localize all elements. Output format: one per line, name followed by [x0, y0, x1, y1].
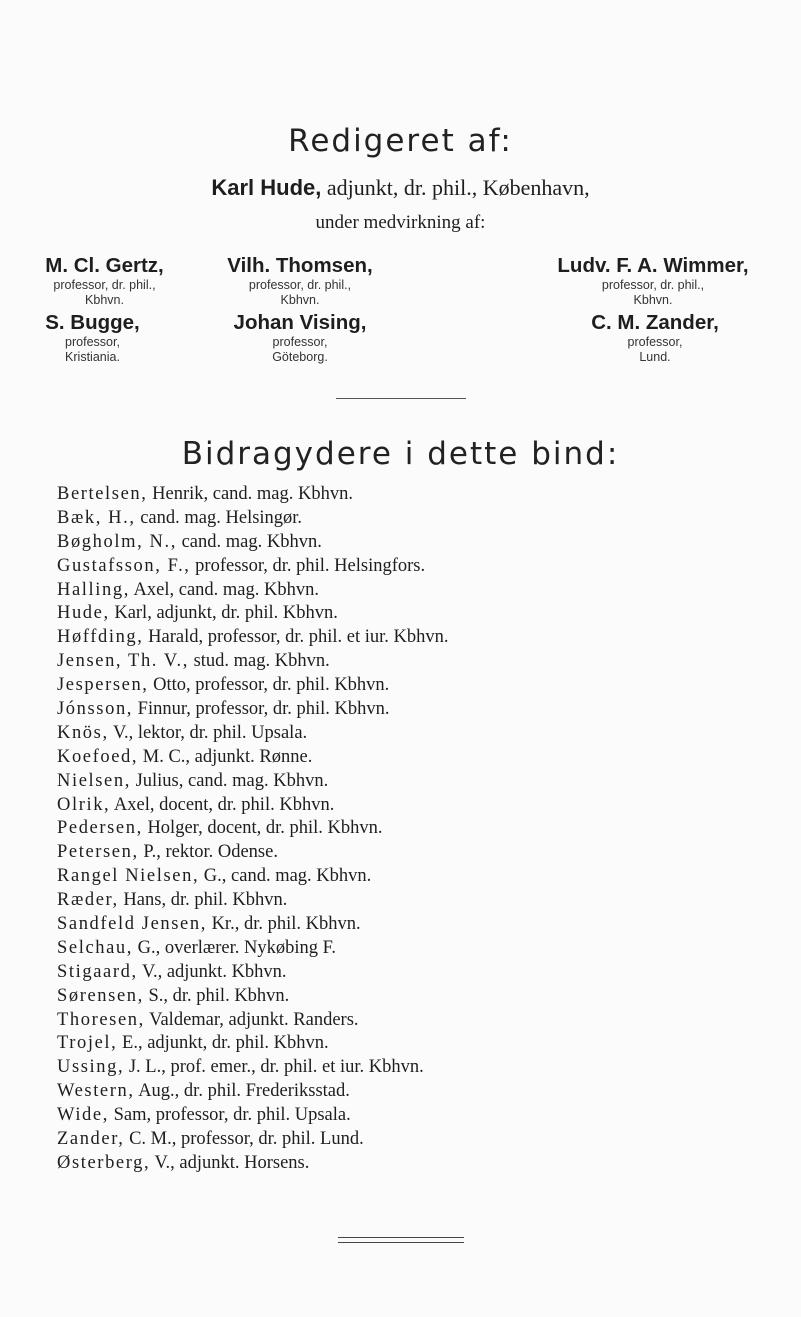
contributor-surname: Østerberg, — [57, 1152, 151, 1173]
collaboration-line: under medvirkning af: — [315, 212, 486, 233]
contributor-surname: Wide, — [57, 1105, 109, 1126]
contributor-details: Karl, adjunkt, dr. phil. Kbhvn. — [114, 603, 338, 624]
contributor-entry — [57, 507, 449, 531]
contributor-entry — [57, 865, 449, 889]
contributor-details: Kr., dr. phil. Kbhvn. — [211, 914, 361, 935]
contributor-entry — [57, 650, 449, 674]
contributor-entry — [57, 698, 449, 722]
contributors-list — [57, 483, 449, 1176]
editor-title: professor, — [627, 335, 683, 349]
end-divider — [338, 1237, 464, 1243]
contributor-details: Holger, docent, dr. phil. Kbhvn. — [147, 818, 383, 839]
contributor-surname: Sørensen, — [57, 985, 144, 1006]
contributor-details: M. C., adjunkt. Rønne. — [142, 746, 313, 767]
contributor-surname: Jensen, Th. V., — [57, 651, 189, 672]
editor-name: Ludv. F. A. Wimmer, — [557, 254, 749, 277]
contributor-details: professor, dr. phil. Helsingfors. — [195, 555, 426, 576]
contributor-surname: Trojel, — [57, 1033, 118, 1054]
contributor-entry — [57, 531, 449, 555]
contributor-surname: Gustafsson, F., — [57, 555, 191, 576]
contributor-surname: Zander, — [57, 1129, 125, 1150]
contributor-entry — [57, 602, 449, 626]
contributor-details: V., adjunkt. Kbhvn. — [141, 961, 287, 982]
contributor-entry — [57, 794, 449, 818]
editor-title: professor, — [272, 335, 328, 349]
contributor-details: Aug., dr. phil. Frederiksstad. — [138, 1081, 350, 1102]
contributor-entry — [57, 674, 449, 698]
editor-zander — [555, 311, 755, 365]
contributor-surname: Ussing, — [57, 1057, 125, 1078]
contributor-entry — [57, 626, 449, 650]
editor-city: Kbhvn. — [85, 293, 124, 307]
contributor-details: Henrik, cand. mag. Kbhvn. — [152, 484, 354, 504]
contributor-details: P., rektor. Odense. — [143, 842, 278, 863]
contributor-entry — [57, 1032, 449, 1056]
contributor-details: cand. mag. Kbhvn. — [181, 531, 322, 552]
contributor-details: V., lektor, dr. phil. Upsala. — [112, 722, 308, 743]
contributor-entry — [57, 1104, 449, 1128]
contributor-details: Valdemar, adjunkt. Randers. — [149, 1009, 359, 1030]
contributor-details: cand. mag. Helsingør. — [140, 507, 303, 528]
contributor-entry — [57, 1009, 449, 1033]
contributor-entry — [57, 483, 449, 507]
contributor-details: J. L., prof. emer., dr. phil. et iur. Kbhvn. — [128, 1057, 424, 1078]
editor-city: Kbhvn. — [280, 293, 320, 307]
contributor-surname: Koefoed, — [57, 746, 139, 767]
editor-name: C. M. Zander, — [591, 311, 719, 334]
contributor-details: Harald, professor, dr. phil. et iur. Kbhvn. — [148, 627, 449, 648]
contributor-details: G., overlærer. Nykøbing F. — [137, 937, 337, 958]
contributor-surname: Hude, — [57, 603, 110, 624]
editors-heading: Redigeret af: — [288, 123, 513, 159]
section-divider — [336, 398, 466, 399]
contributor-entry — [57, 841, 449, 865]
contributor-details: Finnur, professor, dr. phil. Kbhvn. — [137, 699, 390, 720]
contributor-entry — [57, 961, 449, 985]
contributor-surname: Western, — [57, 1081, 135, 1102]
contributor-surname: Petersen, — [57, 842, 139, 863]
contributor-surname: Jespersen, — [57, 675, 149, 696]
contributor-surname: Stigaard, — [57, 961, 138, 982]
contributor-surname: Sandfeld Jensen, — [57, 914, 207, 935]
contributor-entry — [57, 985, 449, 1009]
contributor-surname: Bæk, H., — [57, 507, 136, 528]
contributor-surname: Thoresen, — [57, 1009, 145, 1030]
editor-city: Kristiania. — [65, 350, 120, 364]
contributor-entry — [57, 770, 449, 794]
contributor-entry — [57, 722, 449, 746]
editor-city: Göteborg. — [272, 350, 328, 364]
contributor-details: G., cand. mag. Kbhvn. — [203, 866, 372, 887]
contributor-details: Sam, professor, dr. phil. Upsala. — [113, 1105, 351, 1126]
editor-wimmer — [515, 254, 791, 308]
editor-title: professor, dr. phil., — [53, 278, 156, 292]
contributor-surname: Nielsen, — [57, 770, 131, 791]
contributor-surname: Olrik, — [57, 794, 111, 815]
main-editor-details: adjunkt, dr. phil., København, — [326, 175, 590, 200]
editor-bugge — [10, 311, 175, 365]
contributor-surname: Jónsson, — [57, 699, 134, 720]
contributor-entry — [57, 555, 449, 579]
editor-name: Johan Vising, — [233, 311, 367, 334]
contributor-surname: Knös, — [57, 722, 109, 743]
main-editor — [0, 175, 801, 201]
contributor-details: Julius, cand. mag. Kbhvn. — [135, 770, 329, 791]
contributor-entry — [57, 579, 449, 603]
editor-name: Vilh. Thomsen, — [227, 254, 373, 277]
editor-title: professor, — [65, 335, 120, 349]
contributor-details: Axel, docent, dr. phil. Kbhvn. — [113, 794, 335, 815]
contributor-details: V., adjunkt. Horsens. — [154, 1152, 310, 1173]
contributor-entry — [57, 1152, 449, 1176]
contributor-details: stud. mag. Kbhvn. — [193, 651, 330, 672]
editor-city: Lund. — [639, 350, 671, 364]
contributor-details: S., dr. phil. Kbhvn. — [148, 985, 290, 1006]
contributor-surname: Bøgholm, N., — [57, 531, 177, 552]
contributor-surname: Selchau, — [57, 937, 133, 958]
contributor-entry — [57, 746, 449, 770]
editor-name: M. Cl. Gertz, — [45, 254, 164, 277]
editor-title: professor, dr. phil., — [248, 278, 352, 292]
contributor-entry — [57, 913, 449, 937]
contributor-entry — [57, 1080, 449, 1104]
contributor-surname: Halling, — [57, 579, 130, 600]
contributor-surname: Pedersen, — [57, 818, 143, 839]
editor-title: professor, dr. phil., — [601, 278, 705, 292]
contributor-entry — [57, 937, 449, 961]
contributor-surname: Ræder, — [57, 890, 119, 911]
contributor-surname: Rangel Nielsen, — [57, 866, 200, 887]
contributor-entry — [57, 1128, 449, 1152]
contributor-details: Hans, dr. phil. Kbhvn. — [123, 890, 288, 911]
editor-thomsen — [185, 254, 415, 308]
contributors-heading: Bidragydere i dette bind: — [181, 436, 620, 472]
contributor-entry — [57, 889, 449, 913]
contributor-surname: Bertelsen, — [57, 484, 148, 504]
editor-gertz — [12, 254, 197, 308]
contributor-entry — [57, 817, 449, 841]
editor-city: Kbhvn. — [633, 293, 673, 307]
contributor-details: E., adjunkt, dr. phil. Kbhvn. — [122, 1033, 329, 1054]
contributor-surname: Høffding, — [57, 627, 144, 648]
main-editor-name: Karl Hude, — [211, 175, 322, 200]
contributor-details: C. M., professor, dr. phil. Lund. — [129, 1129, 364, 1150]
contributor-entry — [57, 1056, 449, 1080]
editor-name: S. Bugge, — [45, 311, 140, 334]
contributor-details: Axel, cand. mag. Kbhvn. — [133, 579, 320, 600]
contributor-details: Otto, professor, dr. phil. Kbhvn. — [153, 675, 390, 696]
editor-vising — [185, 311, 415, 365]
